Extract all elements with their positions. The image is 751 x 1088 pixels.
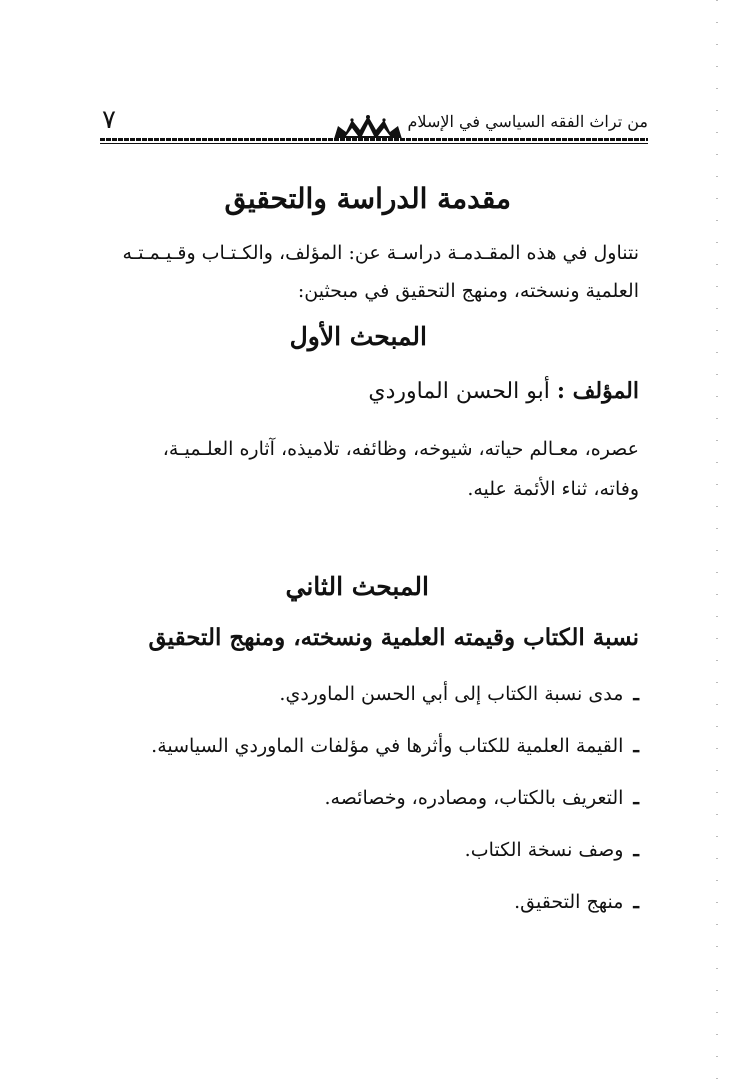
- author-topics-line-2: وفاته، ثناء الأئمة عليه.: [467, 478, 639, 500]
- bullet-dash: ـ: [633, 735, 639, 757]
- list-item: [151, 832, 639, 884]
- list-item-text: القيمة العلمية للكتاب وأثرها في مؤلفات الماوردي السياسية.: [151, 735, 624, 757]
- section-1-title: المبحث الأول: [289, 322, 427, 351]
- header-rule-pattern: [100, 138, 648, 141]
- bullet-dash: ـ: [633, 787, 639, 809]
- list-item: [151, 728, 639, 780]
- list-item: [151, 884, 639, 936]
- list-item-text: التعريف بالكتاب، ومصادره، وخصائصه.: [324, 787, 624, 809]
- list-item: [151, 676, 639, 728]
- bullet-dash: ـ: [633, 891, 639, 913]
- author-label: المؤلف :: [556, 378, 639, 404]
- intro-line-2: العلمية ونسخته، ومنهج التحقيق في مبحثين:: [297, 280, 639, 302]
- header-rule-thin: [100, 143, 648, 144]
- author-topics-line-1: عصره، معـالم حياته، شيوخه، وظائفه، تلاميذه، آثاره العلـميـة،: [162, 438, 639, 460]
- intro-line-1: نتناول في هذه المقـدمـة دراسـة عن: المؤلف، والكـتـاب وقـيـمـتـه: [122, 242, 639, 264]
- list-item-text: منهج التحقيق.: [514, 891, 624, 913]
- list-item: [151, 780, 639, 832]
- author-row: [368, 378, 639, 404]
- list-item-text: مدى نسبة الكتاب إلى أبي الحسن الماوردي.: [279, 683, 624, 705]
- main-title: مقدمة الدراسة والتحقيق: [224, 182, 511, 215]
- page-header: [100, 105, 648, 144]
- author-name: أبو الحسن الماوردي: [368, 379, 550, 404]
- page-edge-dots: [716, 0, 718, 1088]
- crown-ornament-icon: [332, 114, 404, 140]
- section-2-title: المبحث الثاني: [285, 572, 429, 601]
- topics-list: [151, 676, 639, 936]
- section-2-subtitle: نسبة الكتاب وقيمته العلمية ونسخته، ومنهج التحقيق: [148, 624, 639, 651]
- bullet-dash: ـ: [633, 683, 639, 705]
- list-item-text: وصف نسخة الكتاب.: [464, 839, 624, 861]
- bullet-dash: ـ: [633, 839, 639, 861]
- running-title: من تراث الفقه السياسي في الإسلام: [407, 112, 648, 131]
- page-number: ٧: [102, 105, 116, 135]
